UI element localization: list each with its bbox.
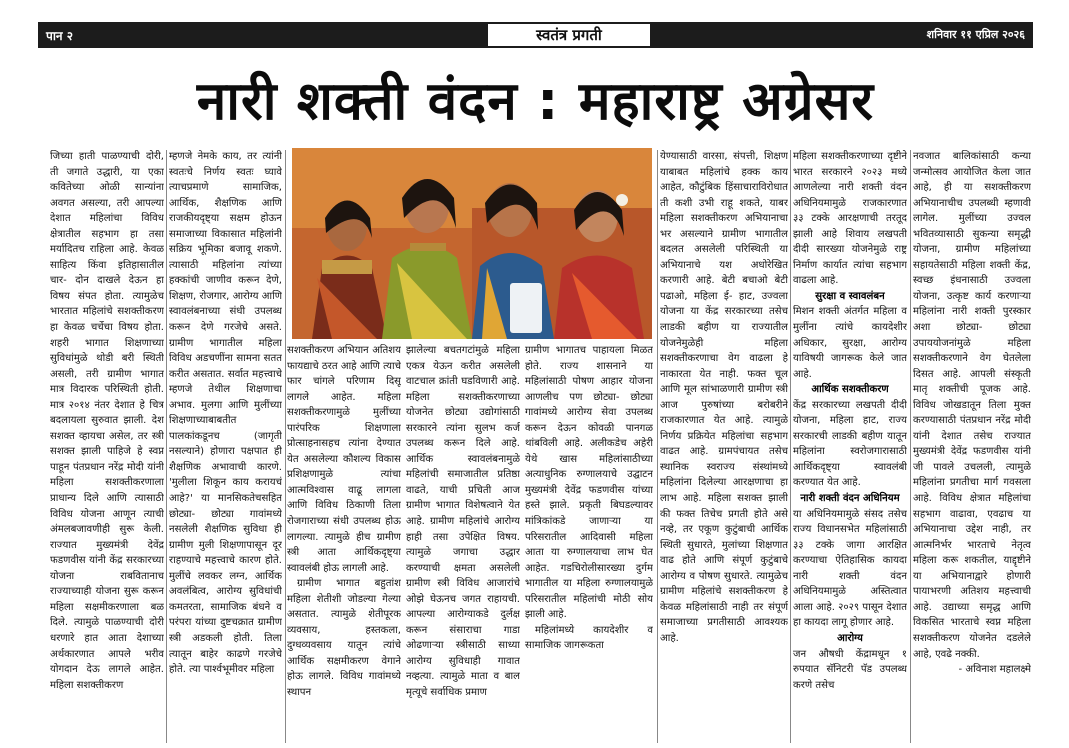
article-column-8 [913, 149, 1031, 743]
masthead-bar [38, 22, 1033, 48]
article-column-4 [406, 343, 520, 743]
subhead-arogya: आरोग्य [837, 632, 863, 644]
column-4-text: झालेल्या बचतगटांमुळे महिला एकत्र येऊन करीत असलेली वाटचाल क्रांती घडविणारी आहे. महिला सशक्तीकरणाच्या योजनेत छोट्या उद्योगांसाठी सरकारने त्यांना सुलभ कर्ज उपलब्ध करून दिले आहे. आर्थिक स्वावलंबनामुळे महिलांची समाजातील प्रतिष्ठा वाढते, याची प्रचिती आज ग्रामीण भागात विशेषत्वाने येत आहे. ग्रामीण महिलांचे आरोग्य हाही तसा उपेक्षित विषय. त्यामुळे जगाचा उद्धार करण्याची क्षमता असलेली ग्रामीण स्त्री विविध आजारांचे ओझे घेऊनच जगत राहायची. आपल्या आरोग्याकडे दुर्लक्ष करून संसाराचा गाडा ओढणाऱ्या स्त्रीसाठी साध्या आरोग्य सुविधाही गावात नव्हत्या. त्यामुळे माता व बाल मृत्यूचे सर्वाधिक प्रमाण [406, 345, 520, 699]
column-7-text-c: केंद्र सरकारच्या लखपती दीदी योजना, महिला हाट, राज्य सरकारची लाडकी बहीण यातून महिलांना स्वरोजगारासाठी आर्थिकदृष्ट्या स्वावलंबी करण्यात येत आहे. [793, 399, 907, 489]
byline: - अविनाश महालक्ष्मे [958, 664, 1031, 676]
article-column-6 [660, 149, 788, 743]
column-7-text: महिला सशक्तीकरणाच्या दृष्टीने भारत सरकारने २०२३ मध्ये आणलेल्या नारी शक्ती वंदन अधिनियमामुळे राजकारणात ३३ टक्के आरक्षणाची तरतूद झाली आहे शिवाय लखपती दीदी सारख्या योजनेमुळे राष्ट्र निर्माण कार्यात त्यांचा सहभाग वाढला आहे. [793, 151, 907, 287]
article-column-1 [50, 149, 164, 743]
column-8-text: नवजात बालिकांसाठी कन्या जन्मोत्सव आयोजित केला जात आहे, ही या सशक्तीकरण अभियानाचीच उपलब्धी म्हणावी लागेल. मुलींच्या उज्वल भवितव्यासाठी सुकन्या समृद्धी योजना, ग्रामीण महिलांच्या सहायतेसाठी महिला शक्ती केंद्र, स्वच्छ इंधनासाठी उज्वला योजना, उत्कृष्ट कार्य करणाऱ्या महिलांना नारी शक्ती पुरस्कार अशा छोट्या- छोट्या उपाययोजनांमुळे महिला सशक्तीकरणाने वेग घेतलेला दिसत आहे. आपली संस्कृती मातृ शक्तीची पूजक आहे. विविध जोखडातून तिला मुक्त करण्यासाठी पंतप्रधान नरेंद्र मोदी यांनी देशात तसेच राज्यात मुख्यमंत्री देवेंद्र फडणवीस यांनी जी पावले उचलली, त्यामुळे महिलांना प्रगतीचा मार्ग गवसला आहे. विविध क्षेत्रात महिलांचा सहभाग वाढावा, एवढाच या अभियानाचा उद्देश नाही, तर आत्मनिर्भर भारताचे नेतृत्व महिला करू शकतील, याद्दृष्टीने या अभियानाद्वारे होणारी पायाभरणी अतिशय महत्त्वाची आहे. उद्याच्या समृद्ध आणि विकसित भारताचे स्वप्न महिला सशक्तीकरण योजनेत दडलेले आहे, एवढे नक्की. [913, 151, 1031, 660]
column-1-text: जिच्या हाती पाळण्याची दोरी, ती जगाते उद्धारी, या एका कवितेच्या ओळी सान्यांना अवगत असल्या, तरी आपल्या देशात महिलांचा विविध क्षेत्रातील सहभाग हा तसा मर्यादितच राहिला आहे. केवळ साहित्य किंवा इतिहासातील चार- दोन दाखले देऊन हा विषय संपत होता. त्यामुळेच भारतात महिलांचे सशक्तीकरण हा केवळ चर्चेचा विषय होता. शहरी भागात शिक्षणाच्या सुविधांमुळे थोडी बरी स्थिती असली, तरी ग्रामीण भागात मात्र विदारक परिस्थिती होती. मात्र २०१४ नंतर देशात हे चित्र बदलायला सुरुवात झाली. देश सशक्त व्हायचा असेल, तर स्त्री सशक्त झाली पाहिजे हे स्वप्न पाहून पंतप्रधान नरेंद्र मोदी यांनी महिला सशक्तीकरणाला प्राधान्य दिले आणि त्यासाठी विविध योजना आणून त्याची अंमलबजावणीही सुरू केली. राज्यात मुख्यमंत्री देवेंद्र फडणवीस यांनी केंद्र सरकारच्या योजना राबवितानाच राज्याच्याही योजना सुरू करून महिला सक्षमीकरणाला बळ दिले. त्यामुळे पाळण्याची दोरी धरणारे हात आता देशाच्या अर्थकारणात आपले भरीव योगदान देऊ लागले आहेत. महिला सशक्तीकरण [50, 151, 164, 691]
column-5-text: ग्रामीण भागातच पाहायला मिळत होते. राज्य शासनाने या महिलांसाठी पोषण आहार योजना आणलीच पण छोट्या- छोट्या गावांमध्ये आरोग्य सेवा उपलब्ध करून देऊन कोवळी पानगळ थांबविली आहे. अलीकडेच अहेरी येथे खास महिलांसाठीच्या अत्याधुनिक रुग्णालयाचे उद्घाटन मुख्यमंत्री देवेंद्र फडणवीस यांच्या हस्ते झाले. प्रकृती बिघडल्यावर मांत्रिकांकडे जाणाऱ्या या परिसरातील आदिवासी महिला आता या रुग्णालयाचा लाभ घेत आहेत. गडचिरोलीसारख्या दुर्गम भागातील या महिला रुग्णालयामुळे परिसरातील महिलांची मोठी सोय झाली आहे. [525, 345, 653, 621]
column-3-text: सशक्तीकरण अभियान अतिशय फायद्याचे ठरत आहे आणि त्याचे फार चांगले परिणाम दिसू लागले आहेत. महिला सशक्तीकरणामुळे मुलींच्या पारंपरिक शिक्षणाला प्रोत्साहनासहच त्यांना देण्यात येत असलेल्या कौशल्य विकास प्रशिक्षणामुळे त्यांचा आत्मविश्वास वाढू लागला आणि विविध ठिकाणी तिला रोजगाराच्या संधी उपलब्ध होऊ लागल्या. त्यामुळे हीच ग्रामीण स्त्री आता आर्थिकदृष्ट्या स्वावलंबी होऊ लागली आहे. [287, 345, 401, 574]
article-photo [292, 148, 652, 339]
subhead-suraksha: सुरक्षा व स्वावलंबन [815, 290, 885, 302]
column-7-text-d: या अधिनियमामुळे संसद तसेच राज्य विधानसभेत महिलांसाठी ३३ टक्के जागा आरक्षित करण्याचा ऐतिहासिक कायदा नारी शक्ती वंदन अधिनियमामुळे अस्तित्वात आला आहे. २०२९ पासून देशात हा कायदा लागू होणार आहे. [793, 508, 907, 629]
headline: नारी शक्ती वंदन : महाराष्ट्र अग्रेसर [196, 71, 875, 132]
article-column-5 [525, 343, 653, 743]
article-column-2 [169, 149, 282, 743]
column-7-text-e: जन औषधी केंद्रामधून १ रुपयात सॅनिटरी पॅड उपलब्ध करणे तसेच [793, 648, 907, 691]
subhead-adhiniyam: नारी शक्ती वंदन अधिनियम [800, 493, 900, 505]
subhead-arthik: आर्थिक सशक्तीकरण [811, 384, 889, 396]
section-title: स्वतंत्र प्रगती [486, 22, 652, 48]
column-5-text-b: महिलांमध्ये कायदेशीर व सामाजिक जागरूकता [525, 624, 653, 652]
issue-date: शनिवार ११ एप्रिल २०२६ [926, 28, 1025, 41]
page-number: पान २ [46, 29, 74, 43]
article-column-3 [287, 343, 401, 743]
article-column-7 [793, 149, 907, 743]
column-3-text-b: ग्रामीण भागात बहुतांश महिला शेतीशी जोडल्या गेल्या असतात. त्यामुळे शेतीपूरक व्यवसाय, हस्तकला, दुग्धव्यवसाय यातून त्यांचे आर्थिक सक्षमीकरण वेगाने होऊ लागले. विविध गावांमध्ये स्थापन [287, 578, 401, 699]
four-women-illustration [292, 148, 652, 339]
column-2-text: म्हणजे नेमके काय, तर त्यांनी स्वतःचे निर्णय स्वतः घ्यावे त्याचप्रमाणे सामाजिक, आर्थिक, शैक्षणिक आणि राजकीयदृष्ट्या सक्षम होऊन समाजाच्या विकासात महिलांनी सक्रिय भूमिका बजावू शकणे. त्यासाठी महिलांना त्यांच्या हक्कांची जाणीव करून देणे, शिक्षण, रोजगार, आरोग्य आणि स्वावलंबनाच्या संधी उपलब्ध करून देणे गरजेचे असते. ग्रामीण भागातील महिला विविध अडचणींना सामना सतत करीत असतात. सर्वात महत्त्वाचे म्हणजे तेथील शिक्षणाचा अभाव. मुलगा आणि मुलींच्या शिक्षणाच्याबाबतीत पालकांकडूनच (जागृती नसल्याने) होणारा पक्षपात ही शैक्षणिक अभावाची कारणे. 'मुलीला शिकून काय करायचं आहे?' या मानसिकतेचसहित छोट्या- छोट्या गावांमध्ये नसलेली शैक्षणिक सुविधा ही ग्रामीण मुली शिक्षणापासून दूर राहण्याचे महत्त्वाचे कारण होते. मुलींचे लवकर लग्न, आर्थिक अवलंबित्व, आरोग्य सुविधांची कमतरता, सामाजिक बंधने व परंपरा यांच्या दुष्टचक्रात ग्रामीण स्त्री अडकली होती. तिला त्यातून बाहेर काढणे गरजेचे होते. त्या पार्श्वभूमीवर महिला [169, 151, 282, 676]
column-6-text: येण्यासाठी वारसा, संपत्ती, शिक्षण याबाबत महिलांचे हक्क काय आहेत, कौटुंबिक हिंसाचाराविरोधात ती कशी उभी राहू शकते, याबर महिला सशक्तीकरण अभियानाचा भर असल्याने ग्रामीण भागातील बदलत असलेली परिस्थिती या अभियानाचे यश अधोरेखित करणारी आहे. बेटी बचाओ बेटी पढाओ, महिला ई- हाट, उज्वला योजना या केंद्र सरकारच्या तसेच लाडकी बहीण या राज्यातील योजनेमुळेही महिला सशक्तीकरणाचा वेग वाढला हे नाकारता येत नाही. फक्त चूल आणि मूल सांभाळणारी ग्रामीण स्त्री आज पुरुषांच्या बरोबरीने राजकारणात येत आहे. त्यामुळे निर्णय प्रक्रियेत महिलांचा सहभाग वाढत आहे. ग्रामपंचायत तसेच स्थानिक स्वराज्य संस्थांमध्ये महिलांना दिलेल्या आरक्षणाचा हा लाभ आहे. महिला सशक्त झाली की फक्त तिचेच प्रगती होते असे नव्हे, तर एकूण कुटुंबाची आर्थिक स्थिती सुधारते, मुलांच्या शिक्षणात वाढ होते आणि संपूर्ण कुटुंबाचे आरोग्य व पोषण सुधारते. त्यामुळेच ग्रामीण महिलांचे सशक्तीकरण हे केवळ महिलांसाठी नाही तर संपूर्ण समाजाच्या प्रगतीसाठी आवश्यक आहे. [660, 151, 788, 644]
column-7-text-b: मिशन शक्ती अंतर्गत महिला व मुलींना त्यांचे कायदेशीर अधिकार, सुरक्षा, आरोग्य याविषयी जागरूक केले जात आहे. [793, 306, 907, 380]
